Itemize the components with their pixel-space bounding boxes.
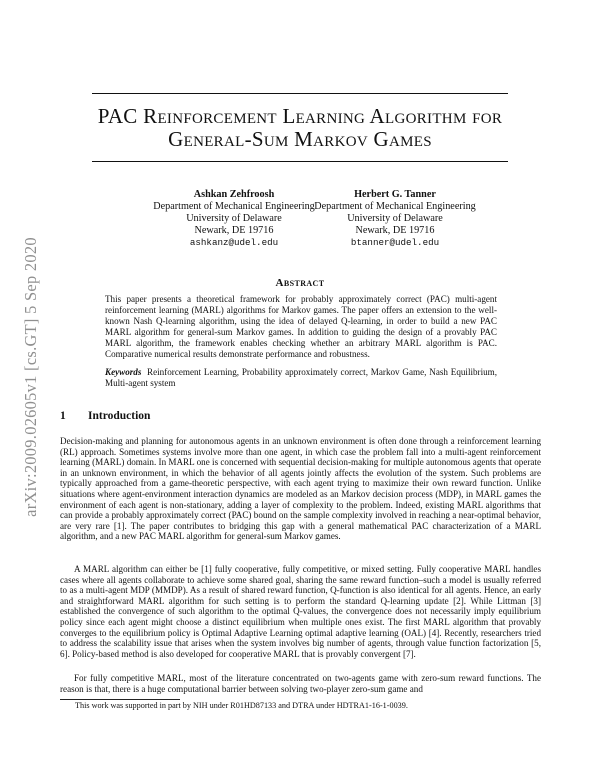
author-university: University of Delaware: [347, 213, 443, 224]
abstract-text: This paper presents a theoretical framework for probably approximately correct (PAC) multi-agent reinforcement learning (MARL) algorithms for Markov games. The paper offers an extension to the well-known Nash Q-learning algorithm, using the idea of delayed Q-learning, in order to build a new PAC MARL algorithm for general-sum Markov games. In addition to guiding the design of a provably PAC MARL algorithm, the framework enables checking whether an arbitrary MARL algorithm is PAC. Comparative numerical results demonstrate performance and robustness.: [105, 294, 497, 360]
arxiv-stamp: arXiv:2009.02605v1 [cs.GT] 5 Sep 2020: [21, 237, 40, 517]
author-name: Ashkan Zehfroosh: [193, 189, 275, 200]
abstract-heading: Abstract: [275, 277, 325, 289]
intro-paragraph-1: Decision-making and planning for autonomous agents in an unknown environment is often done through a reinforcement learning (RL) approach. Sometimes systems involve more than one agent, in which case the problem fall into a multi-agent reinforcement learning (MARL) domain. In MARL one is concerned with sequential decision-making for multiple autonomous agents that operate in an unknown environment, in which the behavior of all agents jointly affects the evolution of the system. Such problems are typically approached from a game-theoretic perspective, with each agent trying to maximize their own reward function. Unlike situations where agent-environment interaction dynamics are modeled as an Markov decision process (MDP), in MARL games the environment of each agent is non-stationary, adding a layer of complexity to the problem. Indeed, existing MARL algorithms that can provide a probably approximately correct (PAC) bound on the sample complexity involved in reaching a near-optimal behavior, are very rare [1]. The paper contributes to bridging this gap with a general mathematical PAC characterization of a MARL algorithm, and a new PAC MARL algorithm for general-sum Markov games.: [60, 436, 541, 542]
footnote: This work was supported in part by NIH under R01HD87133 and DTRA under HDTRA1-16-1-0039.: [75, 701, 408, 710]
keywords-text: Reinforcement Learning, Probability approximately correct, Markov Game, Nash Equilibrium, Multi-agent system: [105, 367, 497, 389]
author-department: Department of Mechanical Engineering: [153, 201, 315, 212]
section-number: 1: [60, 410, 66, 422]
keywords: [105, 367, 497, 389]
title-top-rule: [92, 93, 508, 94]
keywords-label: Keywords: [105, 367, 142, 377]
title-bottom-rule: [92, 161, 508, 162]
section-heading: [60, 410, 150, 422]
author-name: Herbert G. Tanner: [354, 189, 436, 200]
intro-paragraph-3: For fully competitive MARL, most of the literature concentrated on two-agents game with zero-sum reward functions. The reason is that, there is a huge computational barrier between solving two-player zero-sum game and: [60, 673, 541, 694]
author-department: Department of Mechanical Engineering: [314, 201, 476, 212]
author-university: University of Delaware: [186, 213, 282, 224]
author-address: Newark, DE 19716: [355, 225, 435, 236]
paper-title-line-1: PAC Reinforcement Learning Algorithm for: [97, 104, 503, 128]
paper-title-line-2: General-Sum Markov Games: [168, 127, 432, 151]
author-email[interactable]: btanner@udel.edu: [350, 237, 440, 248]
author-email[interactable]: ashkanz@udel.edu: [189, 237, 279, 248]
author-block-2: [285, 189, 505, 249]
author-address: Newark, DE 19716: [194, 225, 274, 236]
intro-paragraph-2: A MARL algorithm can either be [1] fully cooperative, fully competitive, or mixed setting. Fully cooperative MARL handles cases where all agents collaborate to achieve some shared goal, sharing the same reward function–such a model is usually referred to as a multi-agent MDP (MMDP). As a result of shared reward function, Q-function is also identical for all agents. Hence, an early and straightforward MARL algorithm for such setting is to perform the standard Q-learning update [2]. While Littman [3] established the convergence of such algorithm to the optimal Q-values, the convergence does not necessarily imply equilibrium policy since each agent might choose a distinct equilibrium when multiple ones exist. The first MARL algorithm that provably converges to the equilibrium policy is Optimal Adaptive Learning optimal adaptive learning (OAL) [4]. Recently, researchers tried to address the scalability issue that arises when the system involves big number of agents, through value function factorization [5, 6]. Policy-based method is also developed for cooperative MARL that is provably convergent [7].: [60, 564, 541, 659]
footnote-rule: [60, 699, 180, 700]
section-title: Introduction: [88, 410, 151, 422]
